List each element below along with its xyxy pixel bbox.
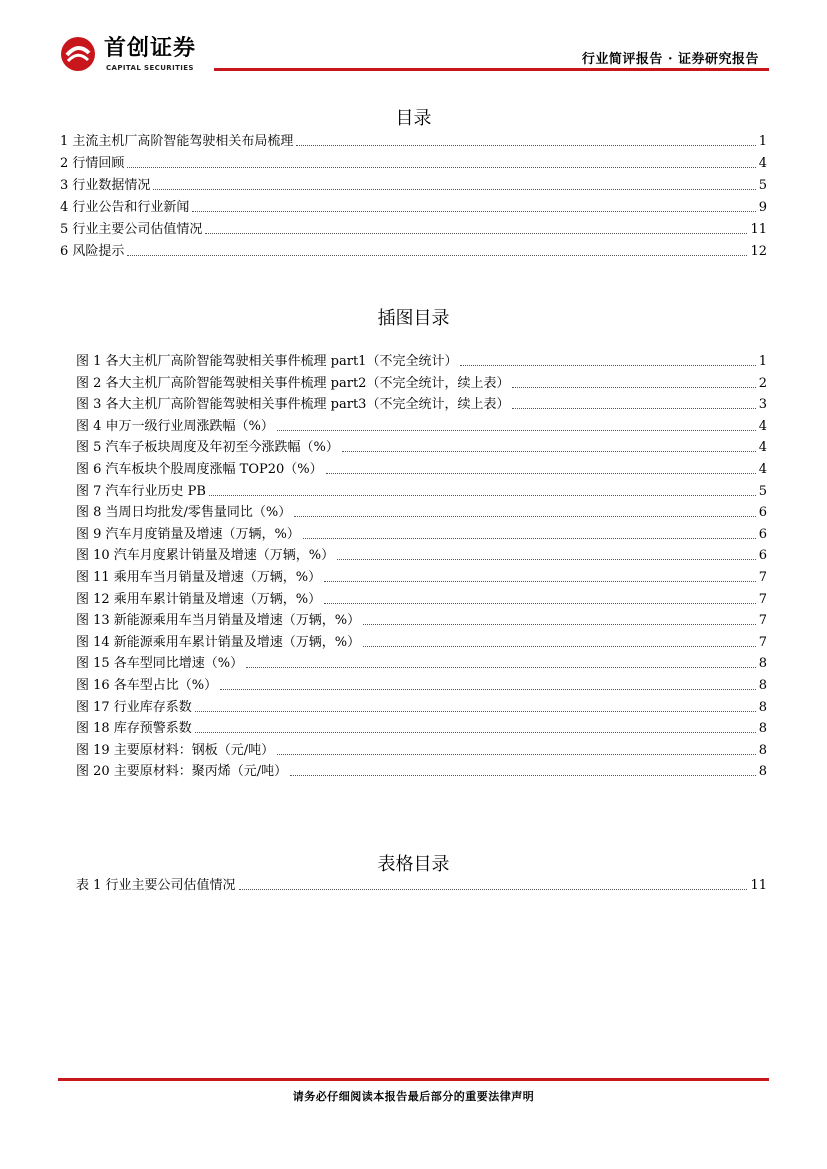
leader-dots bbox=[460, 365, 755, 366]
figure-entry-page: 6 bbox=[758, 548, 767, 564]
leader-dots bbox=[303, 538, 756, 539]
leader-dots bbox=[337, 559, 756, 560]
figure-entry-page: 7 bbox=[758, 634, 767, 650]
leader-dots bbox=[326, 473, 756, 474]
figures-title: 插图目录 bbox=[377, 308, 450, 329]
leader-dots bbox=[195, 732, 756, 733]
figure-entry-label: 图 5 汽车子板块周度及年初至今涨跌幅（%） bbox=[76, 440, 339, 456]
toc-entry[interactable] bbox=[60, 130, 767, 150]
leader-dots bbox=[342, 451, 756, 452]
figure-entry-label: 图 16 各车型占比（%） bbox=[76, 678, 218, 693]
figure-entry[interactable] bbox=[76, 458, 767, 478]
leader-dots bbox=[324, 581, 756, 582]
figure-entry-label: 图 19 主要原材料：钢板（元/吨） bbox=[76, 742, 275, 758]
toc-entry[interactable] bbox=[60, 152, 767, 172]
toc-entry[interactable] bbox=[60, 174, 767, 194]
figure-entry-label: 图 17 行业库存系数 bbox=[76, 699, 192, 715]
figure-entry-label: 图 2 各大主机厂高阶智能驾驶相关事件梳理 part2（不完全统计，续上表） bbox=[76, 375, 510, 391]
figure-entry-label: 图 10 汽车月度累计销量及增速（万辆，%） bbox=[76, 548, 335, 564]
figure-entry-page: 8 bbox=[758, 764, 767, 780]
figure-entry-label: 图 6 汽车板块个股周度涨幅 TOP20（%） bbox=[76, 462, 323, 477]
figure-entry-label: 图 20 主要原材料：聚丙烯（元/吨） bbox=[76, 764, 288, 780]
report-type: 行业简评报告 · 证券研究报告 bbox=[581, 52, 759, 67]
leader-dots bbox=[277, 430, 756, 431]
leader-dots bbox=[246, 667, 756, 668]
figure-entry-page: 6 bbox=[758, 526, 767, 542]
figure-entry[interactable] bbox=[76, 372, 767, 392]
figure-entry-page: 4 bbox=[758, 418, 767, 434]
table-entry[interactable] bbox=[76, 874, 767, 894]
figure-entry[interactable] bbox=[76, 350, 767, 370]
figure-entry[interactable] bbox=[76, 480, 767, 500]
toc-entry-page: 9 bbox=[758, 200, 767, 215]
logo-chinese-name: 首创证券 bbox=[104, 36, 197, 61]
leader-dots bbox=[512, 387, 755, 388]
table-entry-page: 11 bbox=[750, 878, 767, 893]
leader-dots bbox=[296, 145, 755, 146]
legal-notice: 请务必仔细阅读本报告最后部分的重要法律声明 bbox=[292, 1090, 535, 1103]
leader-dots bbox=[363, 624, 756, 625]
leader-dots bbox=[239, 889, 748, 890]
figure-entry-page: 5 bbox=[758, 483, 767, 499]
tables-title: 表格目录 bbox=[377, 854, 450, 875]
header-divider bbox=[214, 68, 769, 71]
figure-entry[interactable] bbox=[76, 566, 767, 586]
leader-dots bbox=[209, 495, 756, 496]
figure-entry-page: 4 bbox=[758, 462, 767, 477]
figure-entry-label: 图 7 汽车行业历史 PB bbox=[76, 483, 206, 499]
figure-entry[interactable] bbox=[76, 760, 767, 780]
figure-entry-label: 图 8 当周日均批发/零售量同比（%） bbox=[76, 505, 292, 521]
figure-entry[interactable] bbox=[76, 588, 767, 608]
figure-entry-page: 7 bbox=[758, 613, 767, 629]
leader-dots bbox=[324, 603, 756, 604]
toc-entry[interactable] bbox=[60, 240, 767, 260]
table-entry-label: 表 1 行业主要公司估值情况 bbox=[76, 878, 236, 893]
figure-entry-label: 图 9 汽车月度销量及增速（万辆，%） bbox=[76, 526, 300, 542]
figure-entry-page: 8 bbox=[758, 678, 767, 693]
toc-entry-label: 1 主流主机厂高阶智能驾驶相关布局梳理 bbox=[60, 134, 294, 149]
figure-entry-label: 图 13 新能源乘用车当月销量及增速（万辆，%） bbox=[76, 613, 361, 629]
footer-divider bbox=[58, 1078, 769, 1081]
figure-entry-page: 2 bbox=[758, 375, 767, 391]
leader-dots bbox=[127, 167, 755, 168]
figure-entry-label: 图 14 新能源乘用车累计销量及增速（万辆，%） bbox=[76, 634, 361, 650]
leader-dots bbox=[195, 711, 756, 712]
figure-entry[interactable] bbox=[76, 436, 767, 456]
leader-dots bbox=[363, 646, 756, 647]
capital-securities-logo-icon bbox=[60, 36, 96, 72]
toc-entry-page: 1 bbox=[758, 134, 767, 149]
figure-entry-page: 4 bbox=[758, 440, 767, 456]
figure-entry-label: 图 1 各大主机厂高阶智能驾驶相关事件梳理 part1（不完全统计） bbox=[76, 354, 458, 369]
figure-entry[interactable] bbox=[76, 717, 767, 737]
leader-dots bbox=[205, 233, 747, 234]
toc-entry-label: 4 行业公告和行业新闻 bbox=[60, 200, 190, 215]
leader-dots bbox=[127, 255, 747, 256]
leader-dots bbox=[290, 775, 756, 776]
figure-entry[interactable] bbox=[76, 674, 767, 694]
toc-entry[interactable] bbox=[60, 218, 767, 238]
figure-entry-page: 8 bbox=[758, 742, 767, 758]
leader-dots bbox=[277, 754, 756, 755]
toc-entry-page: 11 bbox=[750, 222, 767, 237]
figure-entry-page: 8 bbox=[758, 699, 767, 715]
figure-entry-label: 图 3 各大主机厂高阶智能驾驶相关事件梳理 part3（不完全统计，续上表） bbox=[76, 397, 510, 413]
leader-dots bbox=[153, 189, 755, 190]
figure-entry-page: 8 bbox=[758, 721, 767, 737]
figure-entry[interactable] bbox=[76, 631, 767, 651]
leader-dots bbox=[192, 211, 755, 212]
figure-entry[interactable] bbox=[76, 609, 767, 629]
toc-entry-label: 2 行情回顾 bbox=[60, 156, 125, 171]
toc-entry-page: 12 bbox=[750, 244, 767, 259]
figure-entry-label: 图 11 乘用车当月销量及增速（万辆，%） bbox=[76, 570, 322, 585]
figure-entry-label: 图 12 乘用车累计销量及增速（万辆，%） bbox=[76, 591, 322, 607]
figure-entry[interactable] bbox=[76, 501, 767, 521]
figure-entry-label: 图 4 申万一级行业周涨跌幅（%） bbox=[76, 418, 274, 434]
leader-dots bbox=[220, 689, 756, 690]
leader-dots bbox=[512, 408, 755, 409]
logo-english-name: CAPITAL SECURITIES bbox=[106, 64, 194, 72]
figure-entry[interactable] bbox=[76, 393, 767, 413]
figure-entry[interactable] bbox=[76, 544, 767, 564]
toc-entry-page: 4 bbox=[758, 156, 767, 171]
leader-dots bbox=[294, 516, 755, 517]
figure-entry-page: 7 bbox=[758, 591, 767, 607]
figure-entry-page: 1 bbox=[758, 354, 767, 369]
toc-title: 目录 bbox=[395, 108, 432, 129]
toc-entry-page: 5 bbox=[758, 178, 767, 193]
figure-entry[interactable] bbox=[76, 523, 767, 543]
page-header bbox=[0, 0, 827, 80]
toc-entry-label: 6 风险提示 bbox=[60, 244, 125, 259]
figure-entry-page: 7 bbox=[758, 570, 767, 585]
figure-entry[interactable] bbox=[76, 415, 767, 435]
figure-entry[interactable] bbox=[76, 652, 767, 672]
toc-entry[interactable] bbox=[60, 196, 767, 216]
figure-entry-page: 6 bbox=[758, 505, 767, 521]
toc-entry-label: 3 行业数据情况 bbox=[60, 178, 151, 193]
figure-entry-page: 3 bbox=[758, 397, 767, 413]
figure-entry-label: 图 15 各车型同比增速（%） bbox=[76, 656, 244, 672]
figure-entry-page: 8 bbox=[758, 656, 767, 672]
figure-entry-label: 图 18 库存预警系数 bbox=[76, 721, 192, 737]
figure-entry[interactable] bbox=[76, 696, 767, 716]
toc-entry-label: 5 行业主要公司估值情况 bbox=[60, 222, 203, 237]
figure-entry[interactable] bbox=[76, 739, 767, 759]
